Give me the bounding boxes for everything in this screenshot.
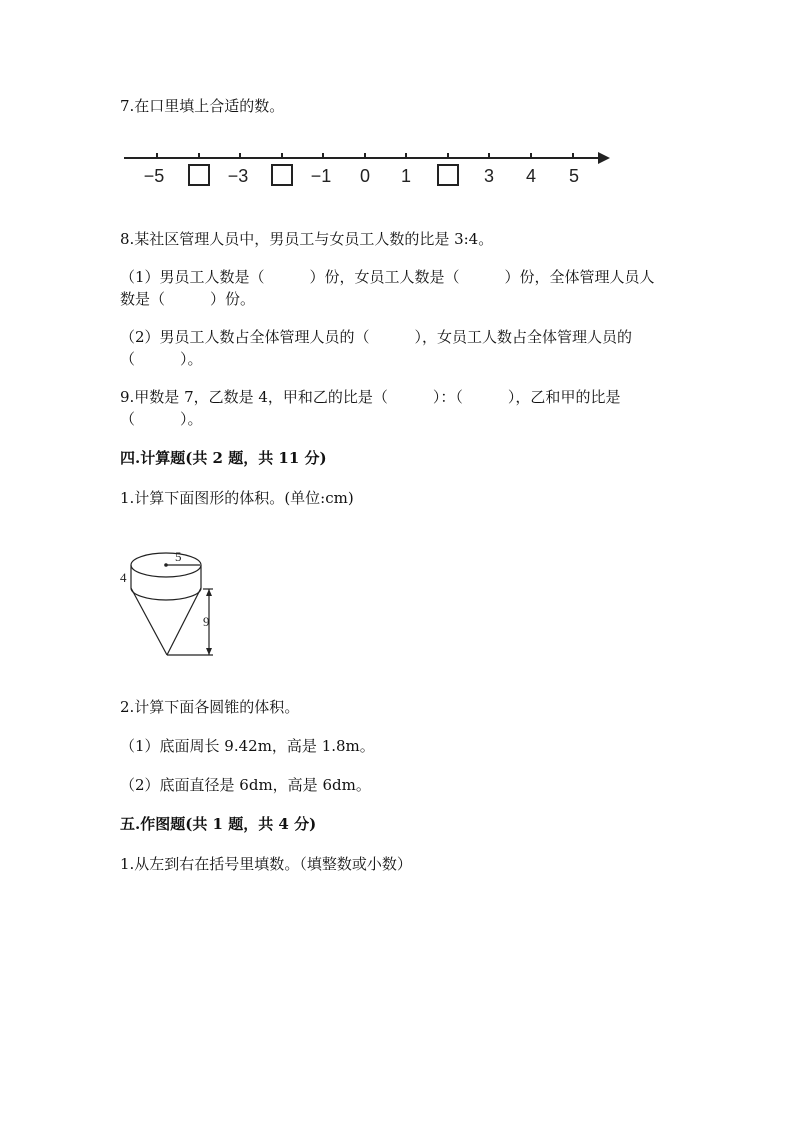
number-line-axis [124, 152, 610, 164]
tick-label: 4 [525, 166, 537, 186]
tick-label: −1 [310, 166, 332, 186]
cylinder-height-label: 4 [120, 570, 127, 585]
s5-q1-prompt: 1.从左到右在括号里填数。（填整数或小数） [120, 855, 412, 873]
radius-label: 5 [175, 549, 182, 564]
q9-line2: （ ）。 [120, 410, 203, 428]
cone-height-label: 9 [203, 614, 210, 629]
tick-label: 0 [359, 166, 371, 186]
cylinder-cone-figure [131, 553, 213, 655]
q8-part1-line1: （1）男员工人数是（ ）份，女员工人数是（ ）份，全体管理人员人 [120, 268, 655, 286]
answer-box[interactable] [189, 165, 209, 185]
arrow-right-icon [598, 152, 610, 164]
s4-q2-prompt: 2.计算下面各圆锥的体积。 [120, 698, 300, 716]
tick-label: 1 [400, 166, 412, 186]
q7-prompt: 7.在口里填上合适的数。 [120, 97, 285, 115]
s4-q2-part1: （1）底面周长 9.42m，高是 1.8m。 [120, 737, 375, 755]
q8-part1-line2: 数是（ ）份。 [120, 290, 256, 308]
section5-title: 五.作图题(共 1 题，共 4 分) [120, 815, 317, 833]
q8-part2-line1: （2）男员工人数占全体管理人员的（ ），女员工人数占全体管理人员的 [120, 328, 633, 346]
answer-box[interactable] [438, 165, 458, 185]
tick-label: 3 [483, 166, 495, 186]
tick-label: 5 [568, 166, 580, 186]
tick-label: −3 [227, 166, 249, 186]
answer-box[interactable] [272, 165, 292, 185]
q8-part2-line2: （ ）。 [120, 350, 203, 368]
tick-label: −5 [143, 166, 165, 186]
q8-prompt: 8.某社区管理人员中，男员工与女员工人数的比是 3:4。 [120, 230, 494, 248]
s4-q1-prompt: 1.计算下面图形的体积。(单位:cm) [120, 489, 354, 507]
q9-line1: 9.甲数是 7，乙数是 4，甲和乙的比是（ ）：（ ），乙和甲的比是 [120, 388, 621, 406]
s4-q2-part2: （2）底面直径是 6dm，高是 6dm。 [120, 776, 371, 794]
section4-title: 四.计算题(共 2 题，共 11 分) [120, 449, 327, 467]
